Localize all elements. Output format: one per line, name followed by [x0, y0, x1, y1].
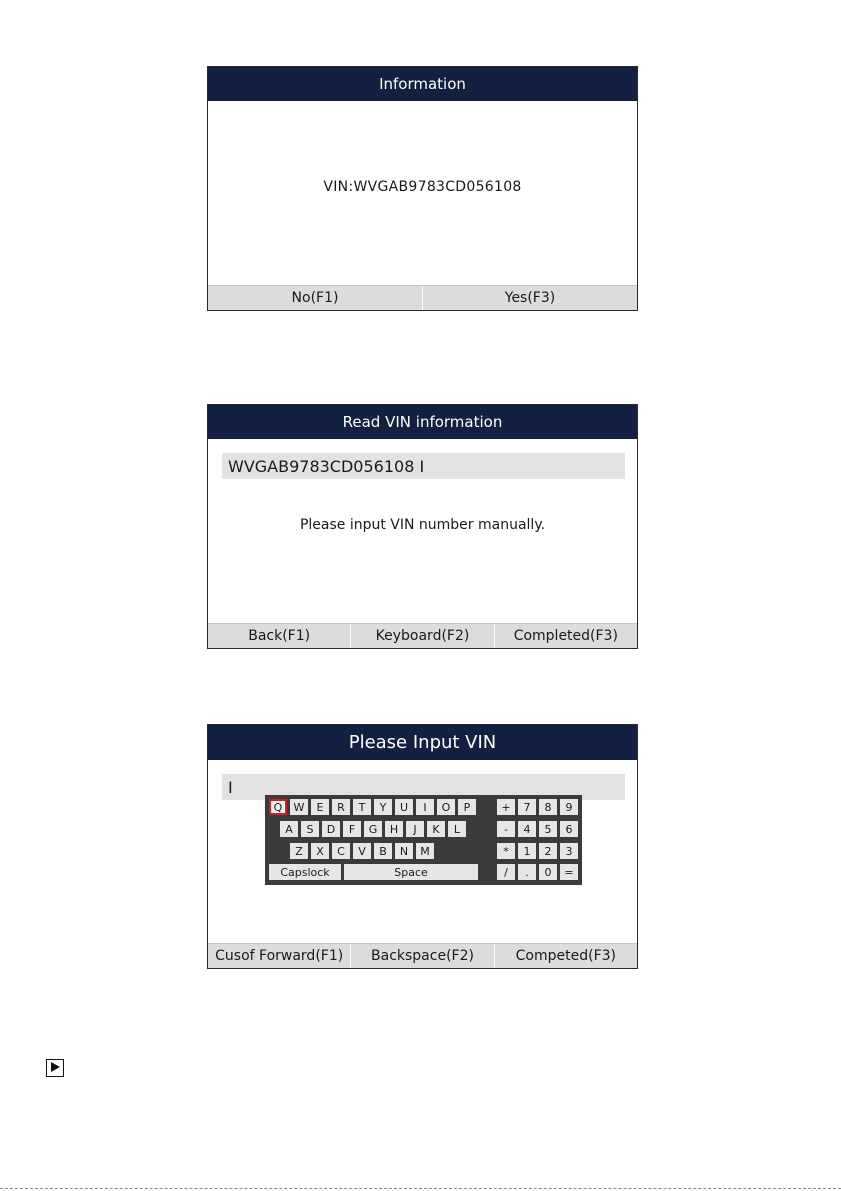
dialog-footer: [208, 623, 637, 648]
key-dot[interactable]: .: [518, 864, 536, 880]
key-divide[interactable]: /: [497, 864, 515, 880]
yes-button[interactable]: Yes(F3): [422, 286, 637, 310]
key-z[interactable]: Z: [290, 843, 308, 859]
dialog-title: Information: [208, 67, 637, 101]
key-8[interactable]: 8: [539, 799, 557, 815]
capslock-key[interactable]: Capslock: [269, 864, 341, 880]
key-g[interactable]: G: [364, 821, 382, 837]
key-f[interactable]: F: [343, 821, 361, 837]
key-3[interactable]: 3: [560, 843, 578, 859]
input-vin-dialog: [207, 724, 638, 969]
instruction-message: Please input VIN number manually.: [299, 517, 546, 533]
key-r[interactable]: R: [332, 799, 350, 815]
no-button[interactable]: No(F1): [291, 290, 339, 306]
space-key[interactable]: Space: [344, 864, 478, 880]
key-0[interactable]: 0: [539, 864, 557, 880]
key-s[interactable]: S: [301, 821, 319, 837]
key-9[interactable]: 9: [560, 799, 578, 815]
key-h[interactable]: H: [385, 821, 403, 837]
key-i[interactable]: I: [416, 799, 434, 815]
key-k[interactable]: K: [427, 821, 445, 837]
key-plus[interactable]: +: [497, 799, 515, 815]
key-6[interactable]: 6: [560, 821, 578, 837]
vin-input-field[interactable]: I: [222, 774, 625, 800]
read-vin-dialog: [207, 404, 638, 649]
back-button[interactable]: Back(F1): [248, 628, 311, 644]
key-5[interactable]: 5: [539, 821, 557, 837]
key-m[interactable]: M: [416, 843, 434, 859]
key-u[interactable]: U: [395, 799, 413, 815]
vin-text: VIN:WVGAB9783CD056108: [323, 179, 522, 195]
key-d[interactable]: D: [322, 821, 340, 837]
dialog-body: [208, 439, 637, 623]
dialog-footer: [208, 943, 637, 968]
key-2[interactable]: 2: [539, 843, 557, 859]
key-n[interactable]: N: [395, 843, 413, 859]
key-p[interactable]: P: [458, 799, 476, 815]
key-q[interactable]: Q: [269, 799, 287, 815]
key-minus[interactable]: -: [497, 821, 515, 837]
vin-input-field[interactable]: WVGAB9783CD056108 I: [222, 453, 625, 479]
onscreen-keyboard: [265, 795, 582, 885]
key-l[interactable]: L: [448, 821, 466, 837]
key-multiply[interactable]: *: [497, 843, 515, 859]
key-c[interactable]: C: [332, 843, 350, 859]
dialog-body: [208, 760, 637, 944]
information-dialog: [207, 66, 638, 311]
completed-button[interactable]: Competed(F3): [494, 944, 637, 968]
key-x[interactable]: X: [311, 843, 329, 859]
key-w[interactable]: W: [290, 799, 308, 815]
dialog-body: [208, 101, 637, 285]
key-e[interactable]: E: [311, 799, 329, 815]
key-b[interactable]: B: [374, 843, 392, 859]
keyboard-button[interactable]: Keyboard(F2): [350, 624, 493, 648]
key-o[interactable]: O: [437, 799, 455, 815]
backspace-button[interactable]: Backspace(F2): [350, 944, 493, 968]
play-arrow-icon: [46, 1059, 64, 1077]
key-v[interactable]: V: [353, 843, 371, 859]
key-1[interactable]: 1: [518, 843, 536, 859]
completed-button[interactable]: Completed(F3): [494, 624, 637, 648]
dialog-footer: [208, 285, 637, 310]
cursor-forward-button[interactable]: Cusof Forward(F1): [215, 948, 344, 964]
key-equals[interactable]: =: [560, 864, 578, 880]
page-bottom-divider: [0, 1188, 841, 1189]
key-4[interactable]: 4: [518, 821, 536, 837]
key-j[interactable]: J: [406, 821, 424, 837]
key-7[interactable]: 7: [518, 799, 536, 815]
key-y[interactable]: Y: [374, 799, 392, 815]
key-a[interactable]: A: [280, 821, 298, 837]
dialog-title: Please Input VIN: [208, 725, 637, 760]
key-t[interactable]: T: [353, 799, 371, 815]
dialog-title: Read VIN information: [208, 405, 637, 439]
